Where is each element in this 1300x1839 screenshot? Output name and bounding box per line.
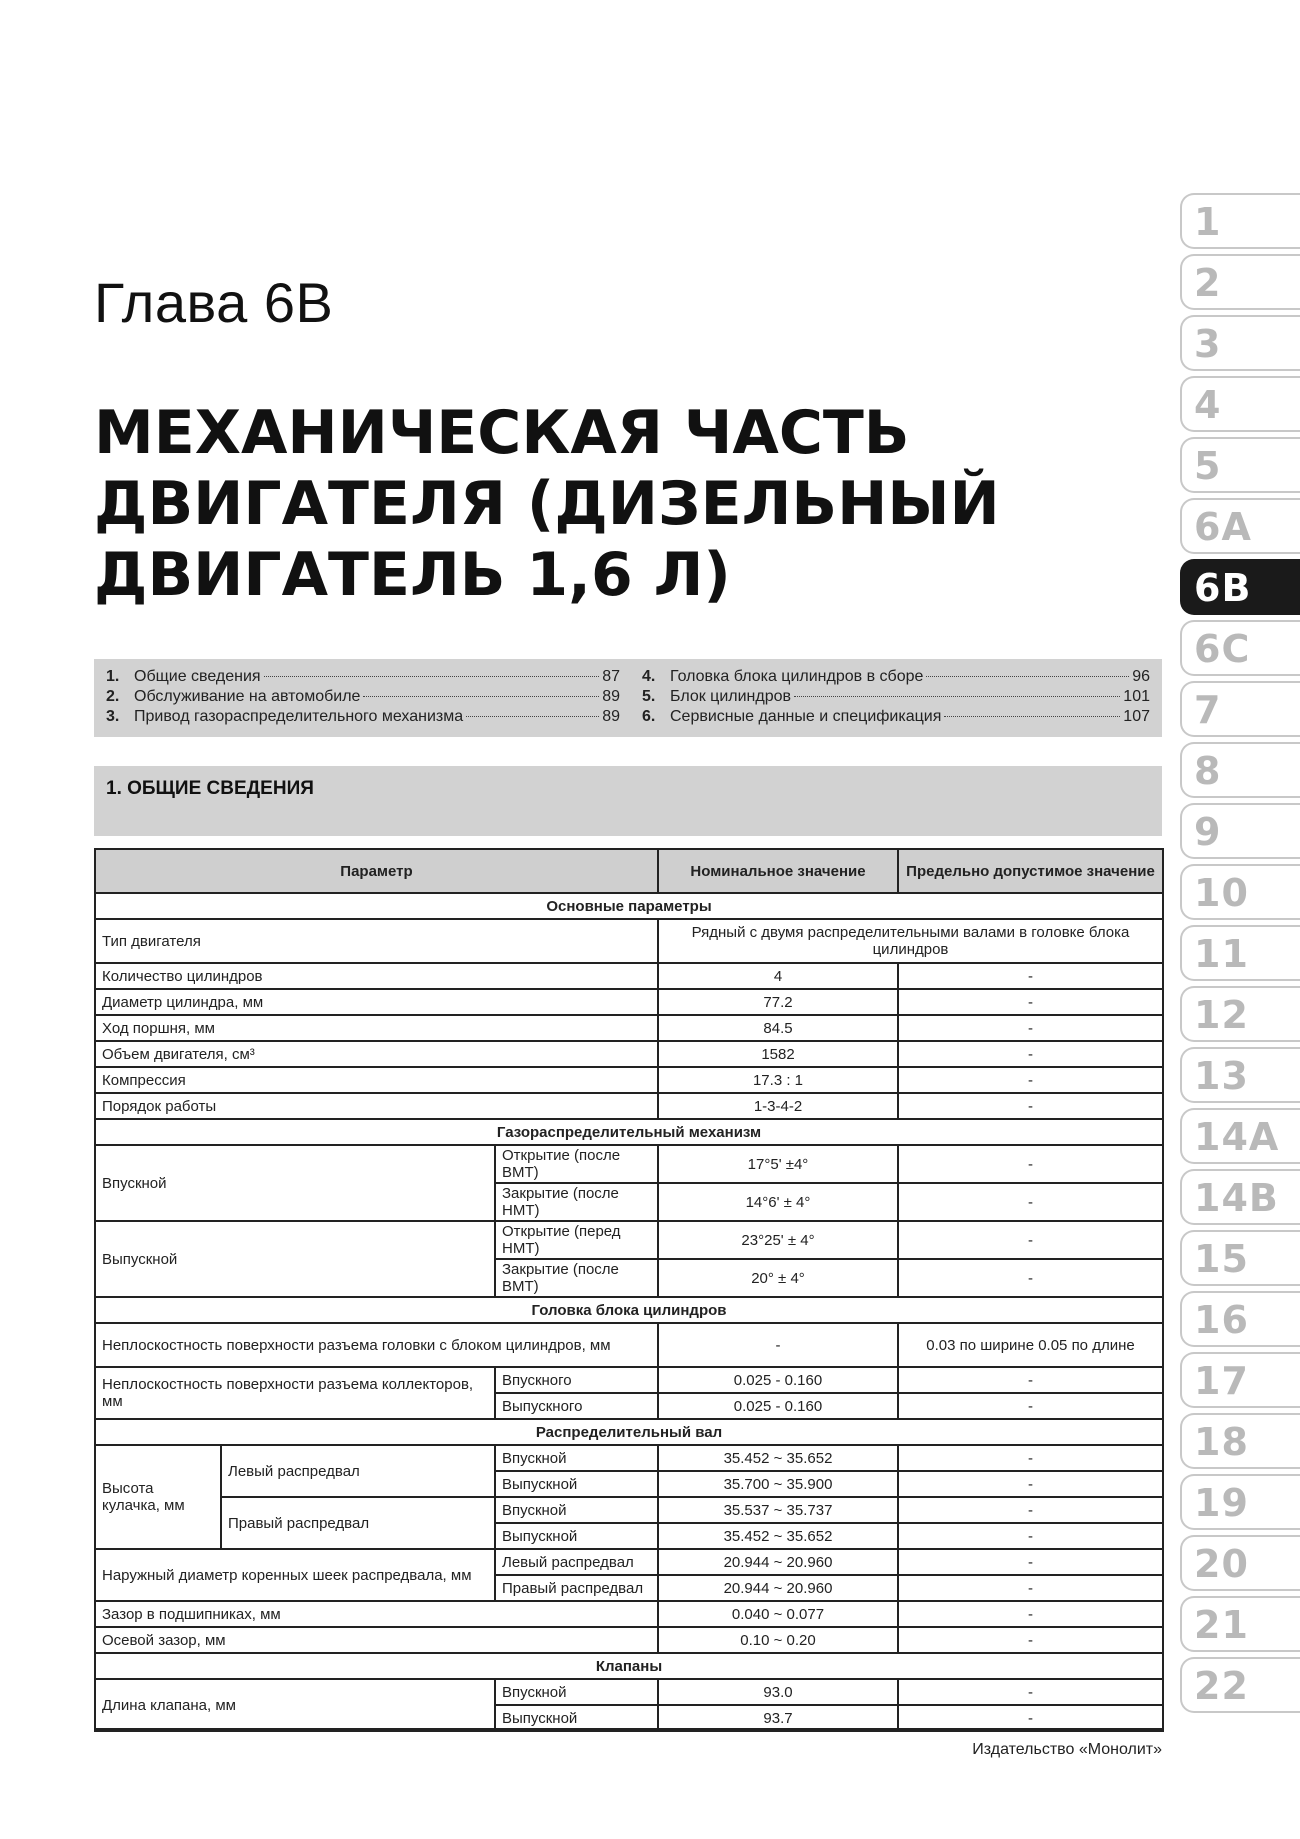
- chapter-tab[interactable]: [1180, 193, 1300, 249]
- table-row: [95, 1067, 1163, 1093]
- subparam-cell: Закрытие (после ВМТ): [495, 1259, 658, 1297]
- toc-page: 87: [602, 668, 620, 685]
- toc-leader: [944, 716, 1120, 717]
- limit-cell: -: [898, 1393, 1163, 1419]
- toc-title: Привод газораспределительного механизма: [134, 708, 464, 725]
- limit-cell: -: [898, 1471, 1163, 1497]
- toc-page: 96: [1132, 668, 1150, 685]
- limit-cell: -: [898, 1183, 1163, 1221]
- toc-number: 3.: [106, 708, 120, 725]
- toc-page: 89: [602, 708, 620, 725]
- toc-leader: [264, 676, 600, 677]
- table-header-row: [95, 849, 1163, 893]
- chapter-tab[interactable]: [1180, 620, 1300, 676]
- chapter-title-line: ДВИГАТЕЛЬ 1,6 Л): [94, 540, 731, 610]
- chapter-tab[interactable]: [1180, 925, 1300, 981]
- chapter-tab-label: 10: [1194, 871, 1249, 915]
- table-row: [95, 1679, 1163, 1705]
- param-cell: Компрессия: [95, 1067, 658, 1093]
- value-cell: 35.452 ~ 35.652: [658, 1445, 898, 1471]
- toc-title: Блок цилиндров: [670, 688, 792, 705]
- section-row: [95, 1297, 1163, 1323]
- limit-cell: -: [898, 1221, 1163, 1259]
- limit-cell: -: [898, 1575, 1163, 1601]
- section-row: [95, 1653, 1163, 1679]
- chapter-tab[interactable]: [1180, 1413, 1300, 1469]
- chapter-tab[interactable]: [1180, 681, 1300, 737]
- limit-cell: -: [898, 1549, 1163, 1575]
- limit-cell: -: [898, 1067, 1163, 1093]
- section-header: [94, 766, 1162, 836]
- toc-title: Обслуживание на автомобиле: [134, 688, 361, 705]
- footer-divider: [94, 1728, 1162, 1730]
- table-row: [95, 1445, 1163, 1471]
- limit-cell: -: [898, 1679, 1163, 1705]
- subparam-cell: Открытие (перед НМТ): [495, 1221, 658, 1259]
- toc-entry[interactable]: [642, 688, 1150, 708]
- chapter-tab-label: 18: [1194, 1420, 1249, 1464]
- chapter-tab-label: 5: [1194, 444, 1222, 488]
- toc-entry[interactable]: [106, 668, 620, 688]
- value-cell: -: [658, 1323, 898, 1367]
- value-cell: 1582: [658, 1041, 898, 1067]
- subparam-cell: Левый распредвал: [495, 1549, 658, 1575]
- limit-cell: -: [898, 963, 1163, 989]
- value-cell: 0.10 ~ 0.20: [658, 1627, 898, 1653]
- chapter-tab-label: 9: [1194, 810, 1222, 854]
- value-cell: 35.452 ~ 35.652: [658, 1523, 898, 1549]
- toc-page: 101: [1123, 688, 1150, 705]
- header-limit: Предельно допустимое значение: [898, 849, 1163, 893]
- toc-number: 4.: [642, 668, 656, 685]
- value-cell: 35.537 ~ 35.737: [658, 1497, 898, 1523]
- value-cell: 4: [658, 963, 898, 989]
- section-title-cell: Распределительный вал: [95, 1419, 1163, 1445]
- table-row: [95, 1221, 1163, 1259]
- limit-cell: -: [898, 1367, 1163, 1393]
- limit-cell: -: [898, 1259, 1163, 1297]
- limit-cell: -: [898, 1601, 1163, 1627]
- section-title-cell: Головка блока цилиндров: [95, 1297, 1163, 1323]
- subparam-cell: Открытие (после ВМТ): [495, 1145, 658, 1183]
- subparam-cell: Впускной: [495, 1497, 658, 1523]
- subparam-cell: Впускного: [495, 1367, 658, 1393]
- subparam-cell: Впускной: [495, 1679, 658, 1705]
- chapter-tab[interactable]: [1180, 742, 1300, 798]
- table-row: [95, 1041, 1163, 1067]
- chapter-tab[interactable]: [1180, 1108, 1300, 1164]
- section-title-cell: Клапаны: [95, 1653, 1163, 1679]
- chapter-tab[interactable]: [1180, 1657, 1300, 1713]
- table-row: [95, 1323, 1163, 1367]
- toc-entry[interactable]: [642, 708, 1150, 728]
- toc-leader: [794, 696, 1120, 697]
- chapter-tab[interactable]: [1180, 803, 1300, 859]
- value-cell: 77.2: [658, 989, 898, 1015]
- chapter-tab[interactable]: [1180, 1352, 1300, 1408]
- chapter-tab-label: 8: [1194, 749, 1222, 793]
- toc-title: Головка блока цилиндров в сборе: [670, 668, 924, 685]
- toc-entry[interactable]: [106, 708, 620, 728]
- chapter-tab[interactable]: [1180, 498, 1300, 554]
- param-cell: Осевой зазор, мм: [95, 1627, 658, 1653]
- limit-cell: -: [898, 1015, 1163, 1041]
- value-cell: 0.025 - 0.160: [658, 1393, 898, 1419]
- toc-leader: [363, 696, 599, 697]
- chapter-tab-label: 21: [1194, 1603, 1249, 1647]
- chapter-tab-active[interactable]: [1180, 559, 1300, 615]
- chapter-tab[interactable]: [1180, 254, 1300, 310]
- toc-number: 5.: [642, 688, 656, 705]
- subparam-cell: Впускной: [495, 1445, 658, 1471]
- toc-column: [642, 668, 1150, 728]
- table-row: [95, 963, 1163, 989]
- param-cell: Высота кулачка, мм: [95, 1445, 221, 1549]
- subparam-cell: Правый распредвал: [495, 1575, 658, 1601]
- toc-column: [106, 668, 620, 728]
- param-cell: Количество цилиндров: [95, 963, 658, 989]
- toc-leader: [926, 676, 1129, 677]
- chapter-tab[interactable]: [1180, 986, 1300, 1042]
- limit-cell: -: [898, 1627, 1163, 1653]
- chapter-tab[interactable]: [1180, 1291, 1300, 1347]
- chapter-tab-label: 19: [1194, 1481, 1249, 1525]
- chapter-tab-label: 4: [1194, 383, 1222, 427]
- chapter-tab-label: 17: [1194, 1359, 1249, 1403]
- value-cell: 20.944 ~ 20.960: [658, 1549, 898, 1575]
- limit-cell: -: [898, 1145, 1163, 1183]
- toc-page: 89: [602, 688, 620, 705]
- toc-entry[interactable]: [106, 688, 620, 708]
- param-cell: Длина клапана, мм: [95, 1679, 495, 1731]
- param-cell: Неплоскостность поверхности разъема головки с блоком цилиндров, мм: [95, 1323, 658, 1367]
- chapter-tab[interactable]: [1180, 1047, 1300, 1103]
- chapter-title-line: ДВИГАТЕЛЯ (ДИЗЕЛЬНЫЙ: [94, 469, 1000, 539]
- limit-cell: -: [898, 1041, 1163, 1067]
- chapter-tab[interactable]: [1180, 315, 1300, 371]
- subparam-cell: Правый распредвал: [221, 1497, 495, 1549]
- value-cell: 93.7: [658, 1705, 898, 1731]
- table-row: [95, 1627, 1163, 1653]
- chapter-tab-label: 22: [1194, 1664, 1249, 1708]
- limit-cell: -: [898, 1093, 1163, 1119]
- chapter-tab-label: 6С: [1194, 627, 1251, 671]
- toc-title: Общие сведения: [134, 668, 261, 685]
- publisher: Издательство «Монолит»: [972, 1741, 1162, 1758]
- chapter-tab-label: 7: [1194, 688, 1222, 732]
- table-row: [95, 1549, 1163, 1575]
- toc-entry[interactable]: [642, 668, 1150, 688]
- table-row: [95, 1093, 1163, 1119]
- value-cell: 20.944 ~ 20.960: [658, 1575, 898, 1601]
- section-row: [95, 1119, 1163, 1145]
- param-cell: Выпускной: [95, 1221, 495, 1297]
- chapter-tabs: [1180, 193, 1300, 1718]
- chapter-tab-label: 1: [1194, 200, 1222, 244]
- limit-cell: 0.03 по ширине 0.05 по длине: [898, 1323, 1163, 1367]
- toc-number: 6.: [642, 708, 656, 725]
- chapter-tab-label: 12: [1194, 993, 1249, 1037]
- chapter-tab-label: 14А: [1194, 1115, 1280, 1159]
- table-row: [95, 1497, 1163, 1523]
- chapter-tab[interactable]: [1180, 376, 1300, 432]
- chapter-title-line: МЕХАНИЧЕСКАЯ ЧАСТЬ: [94, 398, 910, 468]
- chapter-tab[interactable]: [1180, 1596, 1300, 1652]
- section-title-cell: Газораспределительный механизм: [95, 1119, 1163, 1145]
- header-nominal: Номинальное значение: [658, 849, 898, 893]
- chapter-tab[interactable]: [1180, 1535, 1300, 1591]
- chapter-tab[interactable]: [1180, 864, 1300, 920]
- subparam-cell: Выпускной: [495, 1471, 658, 1497]
- subparam-cell: Левый распредвал: [221, 1445, 495, 1497]
- chapter-tab[interactable]: [1180, 1474, 1300, 1530]
- chapter-tab-label: 16: [1194, 1298, 1249, 1342]
- chapter-label: Глава 6В: [94, 271, 334, 334]
- table-row: [95, 1367, 1163, 1393]
- chapter-tab-label: 6В: [1194, 566, 1252, 610]
- subparam-cell: Выпускной: [495, 1705, 658, 1731]
- param-cell: Ход поршня, мм: [95, 1015, 658, 1041]
- chapter-tab[interactable]: [1180, 437, 1300, 493]
- table-of-contents: [94, 659, 1162, 737]
- table-row: [95, 989, 1163, 1015]
- limit-cell: -: [898, 1497, 1163, 1523]
- spec-table: [94, 848, 1164, 1732]
- param-cell: Зазор в подшипниках, мм: [95, 1601, 658, 1627]
- param-cell: Наружный диаметр коренных шеек распредвала, мм: [95, 1549, 495, 1601]
- chapter-title: [94, 398, 1024, 611]
- param-cell: Объем двигателя, см³: [95, 1041, 658, 1067]
- chapter-tab-label: 13: [1194, 1054, 1249, 1098]
- toc-number: 1.: [106, 668, 120, 685]
- chapter-tab-label: 11: [1194, 932, 1249, 976]
- limit-cell: -: [898, 1705, 1163, 1731]
- chapter-tab[interactable]: [1180, 1230, 1300, 1286]
- param-cell: Тип двигателя: [95, 919, 658, 963]
- value-cell: 84.5: [658, 1015, 898, 1041]
- subparam-cell: Выпускной: [495, 1523, 658, 1549]
- table-row: [95, 919, 1163, 963]
- toc-title: Сервисные данные и спецификация: [670, 708, 942, 725]
- param-cell: Порядок работы: [95, 1093, 658, 1119]
- chapter-tab-label: 14В: [1194, 1176, 1279, 1220]
- chapter-tab[interactable]: [1180, 1169, 1300, 1225]
- toc-leader: [466, 716, 599, 717]
- value-cell: 23°25' ± 4°: [658, 1221, 898, 1259]
- value-cell: 1-3-4-2: [658, 1093, 898, 1119]
- section-row: [95, 1419, 1163, 1445]
- chapter-tab-label: 15: [1194, 1237, 1249, 1281]
- value-cell: 35.700 ~ 35.900: [658, 1471, 898, 1497]
- limit-cell: -: [898, 989, 1163, 1015]
- limit-cell: -: [898, 1445, 1163, 1471]
- value-cell: 0.025 - 0.160: [658, 1367, 898, 1393]
- header-param: Параметр: [95, 849, 658, 893]
- value-cell: 93.0: [658, 1679, 898, 1705]
- limit-cell: -: [898, 1523, 1163, 1549]
- toc-page: 107: [1123, 708, 1150, 725]
- section-title: 1. ОБЩИЕ СВЕДЕНИЯ: [106, 778, 314, 799]
- table-row: [95, 1015, 1163, 1041]
- table-row: [95, 1601, 1163, 1627]
- chapter-tab-label: 6А: [1194, 505, 1252, 549]
- chapter-tab-label: 20: [1194, 1542, 1249, 1586]
- param-cell: Диаметр цилиндра, мм: [95, 989, 658, 1015]
- chapter-tab-label: 3: [1194, 322, 1222, 366]
- section-title-cell: Основные параметры: [95, 893, 1163, 919]
- section-row: [95, 893, 1163, 919]
- value-cell: 14°6' ± 4°: [658, 1183, 898, 1221]
- chapter-tab-label: 2: [1194, 261, 1222, 305]
- table-row: [95, 1145, 1163, 1183]
- toc-number: 2.: [106, 688, 120, 705]
- value-cell: 17°5' ±4°: [658, 1145, 898, 1183]
- value-cell: 17.3 : 1: [658, 1067, 898, 1093]
- subparam-cell: Выпускного: [495, 1393, 658, 1419]
- value-cell: 20° ± 4°: [658, 1259, 898, 1297]
- subparam-cell: Закрытие (после НМТ): [495, 1183, 658, 1221]
- value-cell: Рядный с двумя распределительными валами в головке блока цилиндров: [658, 919, 1163, 963]
- param-cell: Впускной: [95, 1145, 495, 1221]
- param-cell: Неплоскостность поверхности разъема коллекторов, мм: [95, 1367, 495, 1419]
- value-cell: 0.040 ~ 0.077: [658, 1601, 898, 1627]
